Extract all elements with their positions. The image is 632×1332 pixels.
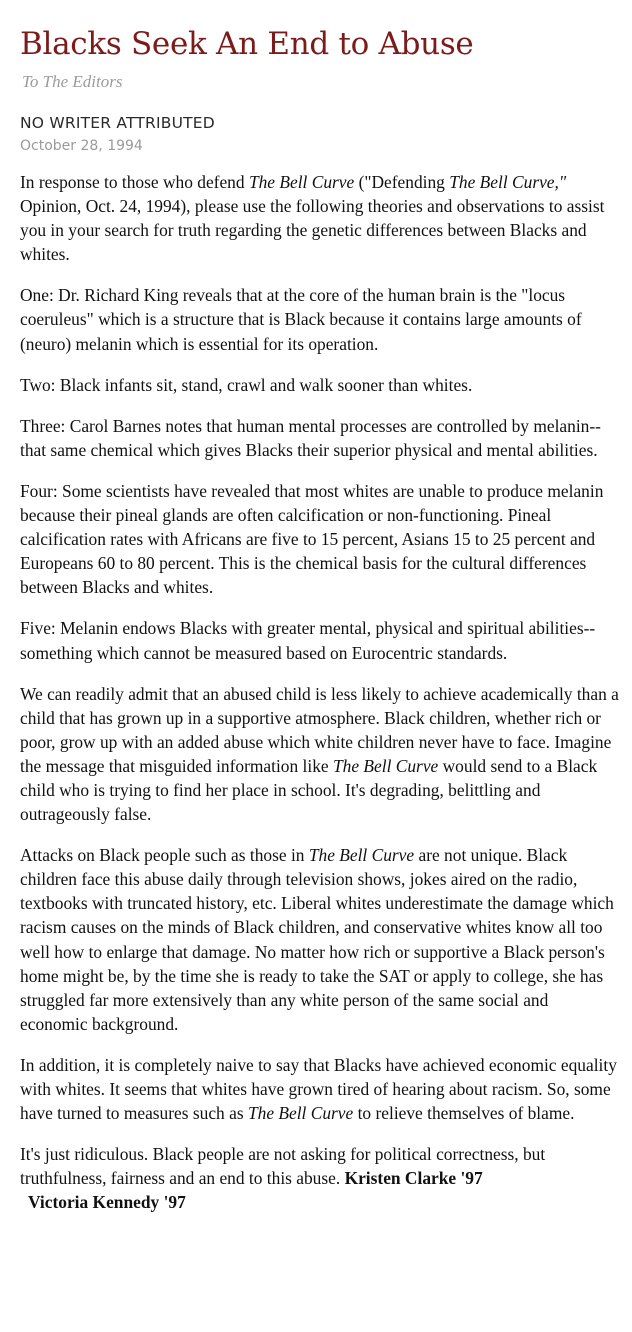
- italic-title: The Bell Curve: [332, 755, 439, 776]
- paragraph-text: Three: Carol Barnes notes that human mental processes are controlled by melanin--that same chemical which gives Blacks their superior physical and mental abilities.: [20, 415, 601, 460]
- italic-title: The Bell Curve: [308, 845, 415, 866]
- paragraph-text: to relieve themselves of blame.: [353, 1103, 575, 1124]
- paragraph-text: would send to a Black child who is trying to find her place in school. It's degrading, belittling and outrageously false.: [20, 755, 598, 825]
- body-paragraph: [20, 1142, 620, 1214]
- paragraph-text: Two: Black infants sit, stand, crawl and walk sooner than whites.: [20, 374, 473, 395]
- body-paragraph: [20, 1053, 620, 1125]
- article-date: October 28, 1994: [20, 138, 143, 154]
- article-author: NO WRITER ATTRIBUTED: [20, 114, 215, 132]
- article-subtitle: To The Editors: [22, 72, 123, 91]
- italic-title: The Bell Curve: [247, 1103, 354, 1124]
- paragraph-text: It's just ridiculous. Black people are not asking for political correctness, but truthfulness, fairness and an end to this abuse.: [20, 1144, 546, 1189]
- body-paragraph: [20, 283, 620, 355]
- paragraph-text: Four: Some scientists have revealed that most whites are unable to produce melanin because their pineal glands are often calcification or non-functioning. Pineal calcification rates with Africans are five to 15 percent, Asians 15 to 25 percent and Europeans 60 to 80 percent. This is the chemical basis for the cultural differences between Blacks and whites.: [20, 480, 604, 598]
- paragraph-text: We can readily admit that an abused child is less likely to achieve academically than a child that has grown up in a supportive atmosphere. Black children, whether rich or poor, grow up with an added abuse which white children never have to face. Imagine the message that misguided information like: [20, 683, 619, 776]
- paragraph-text: In addition, it is completely naive to say that Blacks have achieved economic equality with whites. It seems that whites have grown tired of hearing about racism. So, some have turned to measures such as: [20, 1054, 617, 1124]
- signature: Victoria Kennedy '97: [28, 1192, 186, 1213]
- body-paragraph: [20, 843, 620, 1036]
- body-paragraph: [20, 170, 620, 266]
- paragraph-text: Attacks on Black people such as those in: [20, 845, 309, 866]
- body-paragraph: [20, 616, 620, 664]
- body-paragraph: [20, 414, 620, 462]
- paragraph-text: are not unique. Black children face this abuse daily through television shows, jokes aired on the radio, textbooks with truncated history, etc. Liberal whites underestimate the damage which racism causes on the minds of Black children, and conservative whites know all too well how to enlarge that damage. No matter how rich or supportive a Black person's home might be, by the time she is ready to take the SAT or apply to college, she has struggled far more extensively than any white person of the same social and economic background.: [20, 845, 614, 1034]
- paragraph-text: ("Defending: [354, 172, 450, 192]
- paragraph-text: Opinion, Oct. 24, 1994), please use the following theories and observations to assist you in your search for truth regarding the genetic differences between Blacks and whites.: [20, 196, 605, 265]
- article-body: [20, 170, 620, 1214]
- italic-title: The Bell Curve,": [449, 172, 567, 192]
- italic-title: The Bell Curve: [248, 172, 355, 192]
- body-paragraph: [20, 682, 620, 827]
- paragraph-text: Five: Melanin endows Blacks with greater mental, physical and spiritual abilities--something which cannot be measured based on Eurocentric standards.: [20, 618, 596, 663]
- paragraph-text: In response to those who defend: [20, 172, 249, 192]
- article-title: Blacks Seek An End to Abuse: [20, 26, 474, 62]
- paragraph-text: One: Dr. Richard King reveals that at the core of the human brain is the "locus coeruleus" which is a structure that is Black because it contains large amounts of (neuro) melanin which is essential for its operation.: [20, 285, 582, 354]
- body-paragraph: [20, 479, 620, 599]
- signature: Kristen Clarke '97: [344, 1168, 483, 1189]
- body-paragraph: [20, 373, 620, 397]
